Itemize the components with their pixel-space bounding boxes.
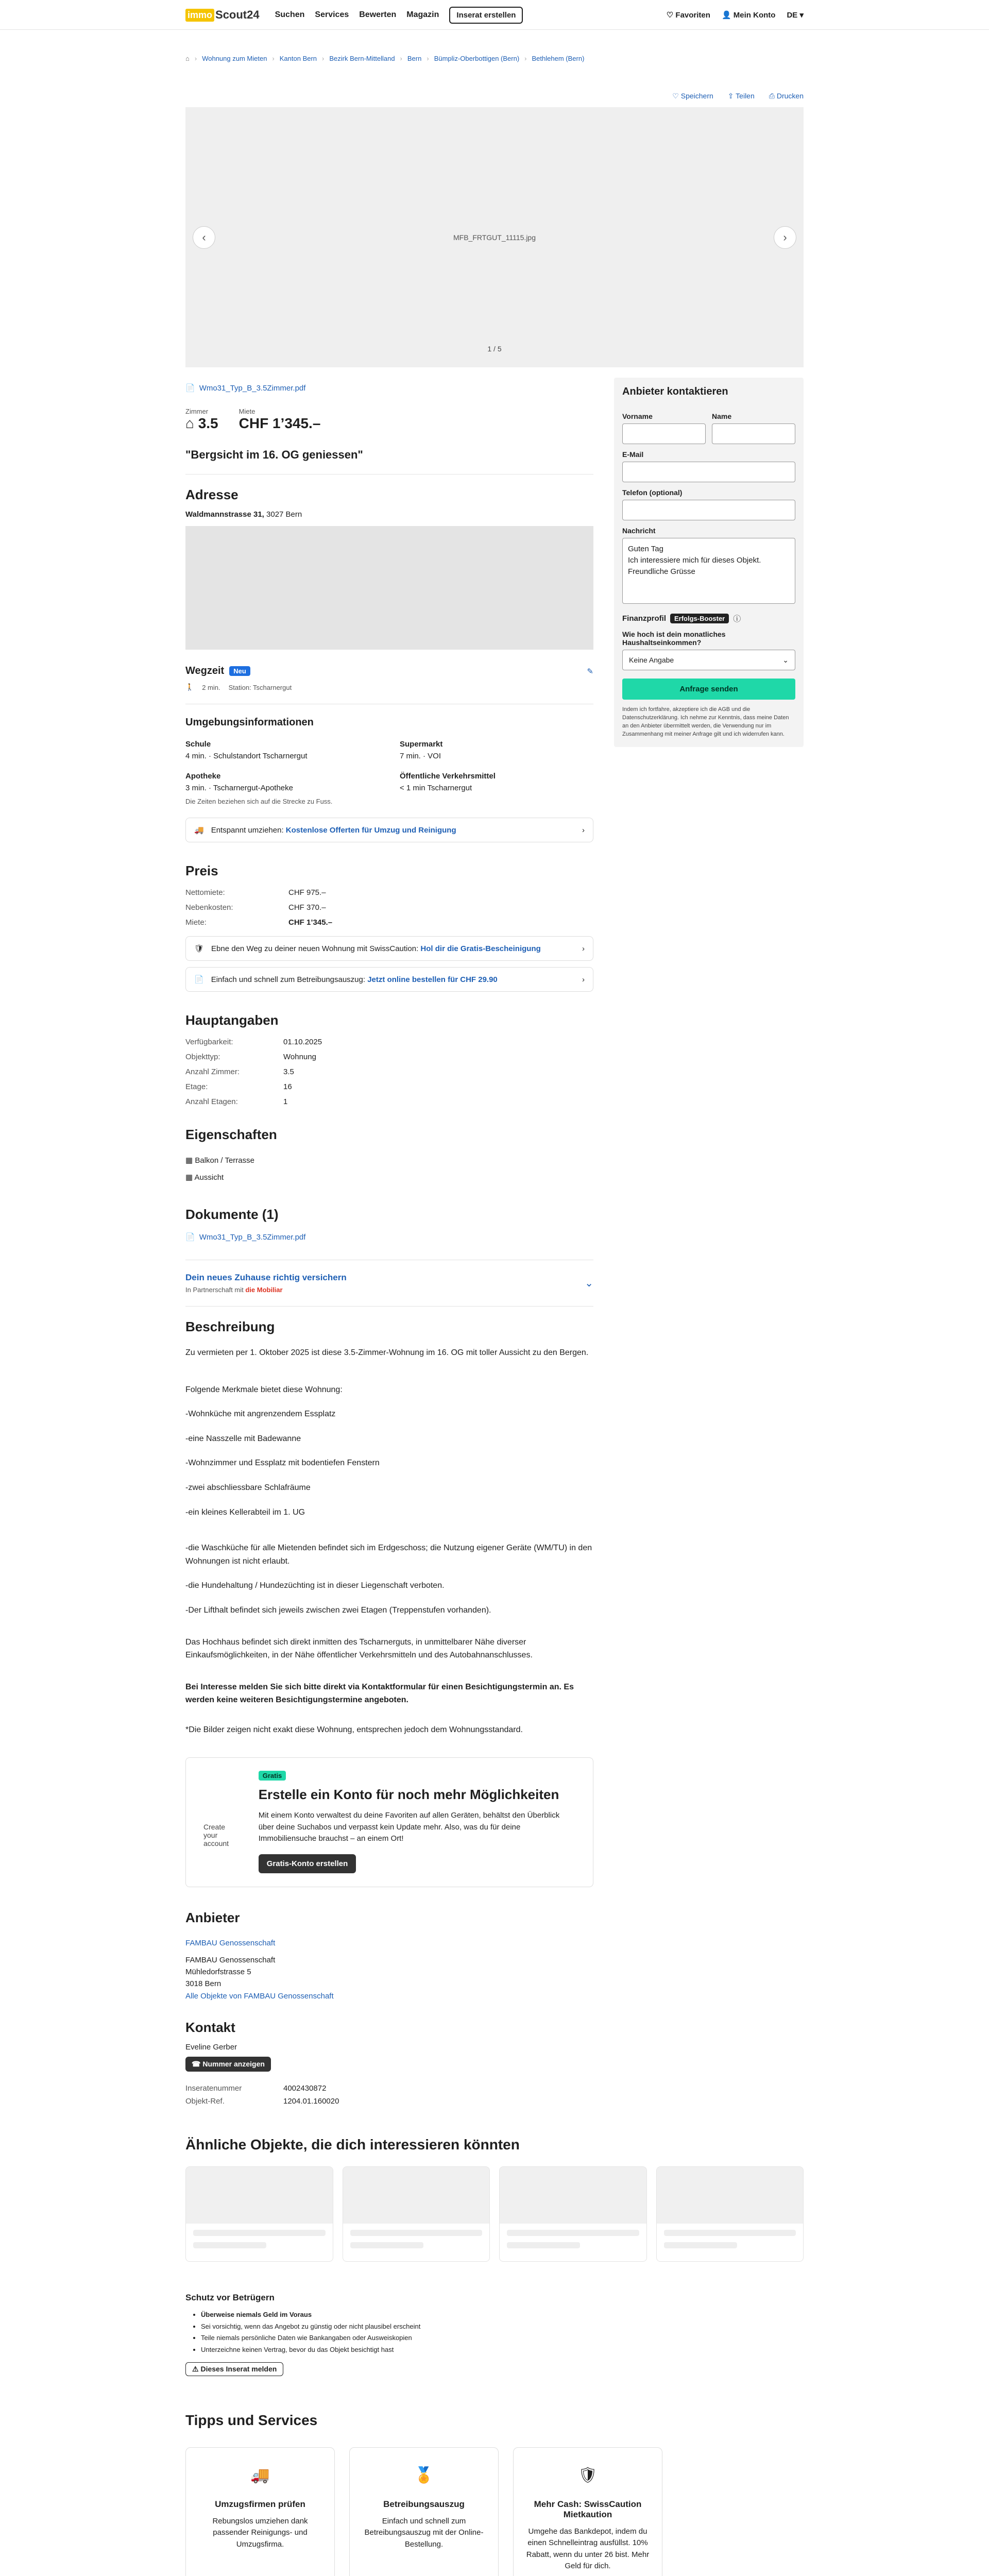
ref-value: 1204.01.160020: [283, 2096, 339, 2106]
description-text: -Der Lifthalt befindet sich jeweils zwischen zwei Etagen (Treppenstufen vorhanden).: [185, 1605, 491, 1615]
first-name-input[interactable]: [622, 423, 706, 444]
price-value: CHF 1’345.–: [288, 918, 333, 927]
chevron-right-icon: ›: [582, 944, 585, 953]
show-number-button[interactable]: [185, 2057, 271, 2072]
data-key: Anzahl Etagen:: [185, 1097, 238, 1106]
truck-icon: 🚚: [250, 2467, 270, 2484]
card1-link[interactable]: Hol dir die Gratis-Bescheinigung: [420, 944, 541, 953]
fraud-item: • Überweise niemals Geld im Voraus: [201, 2309, 804, 2321]
data-key: Verfügbarkeit:: [185, 1038, 233, 1046]
chevron-left-icon[interactable]: ‹: [193, 226, 215, 249]
card2-link[interactable]: Jetzt online bestellen für CHF 29.90: [367, 975, 498, 984]
nav-search[interactable]: Suchen: [275, 10, 305, 19]
heart-icon: ♡: [666, 11, 676, 20]
route-title: Wegzeit: [185, 665, 225, 676]
favorites-link[interactable]: [667, 10, 710, 20]
report-listing-label: Dieses Inserat melden: [200, 2364, 277, 2373]
message-label: Nachricht: [622, 527, 656, 535]
document-link[interactable]: Wmo31_Typ_B_3.5Zimmer.pdf: [199, 1232, 306, 1242]
surroundings-note: Die Zeiten beziehen sich auf die Strecke zu Fuss.: [185, 798, 333, 805]
description-text: -die Waschküche für alle Mietenden befindet sich im Erdgeschoss; die Nutzung eigener Geräte (WM/TU) in den Wohnungen ist nicht erlaubt.: [185, 1544, 592, 1566]
description-item: -zwei abschliessbare Schlafräume: [185, 1483, 311, 1492]
swisscaution-card[interactable]: [185, 936, 593, 961]
data-value: 3.5: [283, 1067, 294, 1076]
data-key: Objekttyp:: [185, 1053, 220, 1061]
ref-key: Objekt-Ref.: [185, 2096, 225, 2106]
tip-text: Umgehe das Bankdepot, indem du einen Schnelleintrag ausfüllst. 10% Rabatt, wenn du unter 26 bist. Mehr Geld für dich.: [526, 2527, 650, 2571]
pharmacy-value: 3 min. · Tscharnergut-Apotheke: [185, 784, 293, 792]
document-icon: 📄: [185, 384, 195, 393]
ref-value: 4002430872: [283, 2083, 327, 2093]
document-icon: 📄: [185, 1233, 195, 1242]
breadcrumb-item[interactable]: Kanton Bern: [279, 54, 317, 62]
walk-icon: 🚶: [185, 683, 194, 691]
rent-value: CHF 1’345.–: [238, 415, 321, 431]
moving-link[interactable]: Kostenlose Offerten für Umzug und Reinigung: [285, 825, 456, 835]
phone-label: Telefon (optional): [622, 488, 683, 497]
fraud-section: [185, 2293, 804, 2376]
tips-title: Tipps und Services: [185, 2412, 318, 2428]
route-time: 2 min.: [202, 683, 220, 691]
chevron-right-icon[interactable]: ›: [774, 226, 796, 249]
home-icon[interactable]: ⌂: [185, 54, 190, 62]
breadcrumb-item[interactable]: Bethlehem (Bern): [532, 54, 585, 62]
description-text: Das Hochhaus befindet sich direkt inmitten des Tscharnerguts, in unmittelbarer Nähe diverser Einkaufsmöglichkeiten, in der Nähe öffentlicher Verkehrsmitteln und des Autobahnanschlusses.: [185, 1637, 533, 1660]
school-label: Schule: [185, 740, 211, 749]
provider-street: Mühledorfstrasse 5: [185, 1968, 251, 1976]
report-listing-button[interactable]: [185, 2362, 283, 2376]
tip-title: Umzugsfirmen prüfen: [215, 2499, 305, 2509]
document-icon: 📄: [194, 975, 204, 984]
description-text: Zu vermieten per 1. Oktober 2025 ist diese 3.5-Zimmer-Wohnung im 16. OG mit toller Aussicht zu den Bergen.: [185, 1348, 589, 1357]
price-key: Nettomiete:: [185, 888, 225, 897]
price-key: Miete:: [185, 918, 207, 927]
insurance-accordion[interactable]: [185, 1273, 593, 1294]
address-street: Waldmannstrasse 31,: [185, 510, 264, 519]
shield-icon: 🛡: [577, 2467, 598, 2484]
print-button[interactable]: ⎙ Drucken: [769, 91, 804, 100]
description-text: Folgende Merkmale bietet diese Wohnung:: [185, 1385, 343, 1394]
info-icon[interactable]: ⓘ: [733, 615, 741, 623]
similar-card[interactable]: [185, 2166, 333, 2262]
debt-register-card[interactable]: [185, 967, 593, 992]
free-badge: Gratis: [259, 1771, 286, 1781]
email-label: E-Mail: [622, 450, 644, 459]
truck-icon: 🚚: [194, 826, 204, 835]
insurance-title[interactable]: Dein neues Zuhause richtig versichern: [185, 1273, 347, 1282]
share-label: Teilen: [736, 91, 755, 100]
chevron-right-icon: ›: [582, 975, 585, 984]
description-title: Beschreibung: [185, 1319, 275, 1334]
booster-badge: Erfolgs-Booster: [670, 614, 729, 623]
listing-toolbar: [185, 87, 804, 105]
show-number-label: Nummer anzeigen: [202, 2059, 265, 2068]
nav-evaluate[interactable]: Bewerten: [359, 10, 397, 19]
promo-text: Mit einem Konto verwaltest du deine Favoriten auf allen Geräten, behältst den Überblick über deine Suchabos und verpasst kein Update mehr. Also, was du für deine Immobiliensuche brauchst – an einem Ort!: [258, 1811, 560, 1843]
listing-headline: "Bergsicht im 16. OG geniessen": [185, 448, 363, 461]
chevron-right-icon: ›: [582, 825, 585, 835]
form-legal: Indem ich fortfahre, akzeptiere ich die AGB und die Datenschutzerklärung. Ich nehme zur Kenntnis, dass meine Daten an den Anbieter übermittelt werden, die Verwendung nur im Zusammenhang mit meiner Anfrage gilt und ich widerrufen kann.: [622, 706, 789, 737]
similar-card[interactable]: [656, 2166, 804, 2262]
nav-services[interactable]: Services: [315, 10, 349, 19]
description-item: -ein kleines Kellerabteil im 1. UG: [185, 1507, 305, 1517]
provider-title: Anbieter: [185, 1909, 240, 1925]
description-text: -die Hundehaltung / Hundezüchting ist in dieser Liegenschaft verboten.: [185, 1581, 445, 1590]
fraud-item: • Unterzeichne keinen Vertrag, bevor du das Objekt besichtigt hast: [201, 2344, 804, 2356]
message-textarea[interactable]: Guten Tag Ich interessiere mich für dieses Objekt. Freundliche Grüsse: [622, 538, 795, 604]
similar-card[interactable]: [343, 2166, 490, 2262]
breadcrumb: ⌂ › Wohnung zum Mieten › Kanton Bern › Bezirk Bern-Mittelland › Bern › Bümpliz-Oberbottigen (Bern) › Bethlehem (Bern): [185, 54, 585, 62]
fraud-item: • Sei vorsichtig, wenn das Angebot zu günstig oder nicht plausibel erscheint: [201, 2321, 804, 2333]
email-input[interactable]: [622, 462, 795, 482]
data-key: Anzahl Zimmer:: [185, 1067, 240, 1076]
features-title: Eigenschaften: [185, 1127, 277, 1142]
documents-title: Dokumente (1): [185, 1207, 279, 1222]
address-city: 3027 Bern: [266, 510, 302, 519]
data-value: 01.10.2025: [283, 1038, 322, 1046]
gallery-image: MFB_FRTGUT_11115.jpg: [453, 233, 536, 242]
breadcrumb-item[interactable]: Bezirk Bern-Mittelland: [329, 54, 395, 62]
badge-icon: 🏅: [414, 2467, 434, 2484]
nav-magazine[interactable]: Magazin: [406, 10, 439, 19]
new-badge: Neu: [229, 666, 250, 676]
price-value: CHF 975.–: [288, 888, 326, 897]
provider-all-listings[interactable]: Alle Objekte von FAMBAU Genossenschaft: [185, 1991, 334, 2001]
language-select[interactable]: DE ▾: [787, 11, 804, 20]
phone-input[interactable]: [622, 500, 795, 520]
fraud-title: Schutz vor Betrügern: [185, 2292, 275, 2302]
account-label: Mein Konto: [733, 11, 776, 20]
tip-card: [513, 2447, 662, 2576]
contact-title: Kontakt: [185, 2019, 235, 2035]
edit-icon[interactable]: ✎: [587, 667, 593, 676]
map[interactable]: [185, 526, 593, 650]
surroundings-title: Umgebungsinformationen: [185, 717, 314, 728]
card1-text: Ebne den Weg zu deiner neuen Wohnung mit SwissCaution:: [211, 944, 421, 953]
tip-card: [349, 2447, 499, 2576]
promo-image: Create your account: [203, 1822, 229, 1848]
address-title: Adresse: [185, 487, 238, 502]
income-label: Wie hoch ist dein monatliches Haushaltseinkommen?: [622, 630, 726, 647]
data-value: 16: [283, 1082, 292, 1091]
chevron-down-icon: ⌄: [782, 655, 789, 664]
breadcrumb-item[interactable]: Bern: [407, 54, 422, 62]
school-value: 4 min. · Schulstandort Tscharnergut: [185, 752, 308, 760]
door-icon: ⌂: [185, 415, 198, 431]
contact-form: [614, 378, 804, 747]
provider-city: 3018 Bern: [185, 1979, 221, 1989]
income-select[interactable]: [622, 650, 795, 670]
ref-key: Inseratenummer: [185, 2083, 242, 2093]
price-title: Preis: [185, 863, 218, 878]
transport-label: Öffentliche Verkehrsmittel: [400, 772, 496, 781]
image-gallery[interactable]: [185, 107, 804, 367]
main-data-title: Hauptangaben: [185, 1012, 279, 1028]
logo[interactable]: [185, 8, 260, 22]
data-key: Etage:: [185, 1082, 208, 1091]
income-selected: Keine Angabe: [629, 656, 674, 664]
pdf-link[interactable]: Wmo31_Typ_B_3.5Zimmer.pdf: [199, 383, 306, 393]
data-value: 1: [283, 1097, 288, 1106]
moving-text: Entspannt umziehen:: [211, 825, 286, 835]
route-station: Station: Tscharnergut: [228, 683, 292, 691]
insert-ad-button[interactable]: Inserat erstellen: [449, 7, 523, 24]
feature-item: Aussicht: [194, 1173, 224, 1182]
similar-card[interactable]: [499, 2166, 647, 2262]
language-label: DE: [787, 11, 798, 20]
last-name-label: Name: [712, 412, 732, 420]
shield-icon: 🛡: [194, 944, 204, 953]
first-name-label: Vorname: [622, 412, 653, 420]
account-link[interactable]: [722, 10, 776, 20]
data-value: Wohnung: [283, 1053, 316, 1061]
description-item: -eine Nasszelle mit Badewanne: [185, 1434, 301, 1443]
market-label: Supermarkt: [400, 740, 443, 749]
provider-logo[interactable]: FAMBAU Genossenschaft: [185, 1938, 276, 1947]
account-promo: [185, 1757, 593, 1887]
transport-value: < 1 min Tscharnergut: [400, 784, 472, 792]
tip-text: Rebungslos umziehen dank passender Reinigungs- und Umzugsfirma.: [212, 2516, 308, 2549]
rooms-label: Zimmer: [185, 408, 209, 415]
card2-text: Einfach und schnell zum Betreibungsauszug:: [211, 975, 368, 984]
user-icon: 👤: [721, 11, 734, 20]
save-label: Speichern: [680, 91, 713, 100]
mobiliar-logo: die Mobiliar: [245, 1286, 283, 1294]
phone-icon: ☎: [192, 2059, 203, 2068]
similar-title: Ähnliche Objekte, die dich interessieren könnten: [185, 2136, 520, 2153]
save-button[interactable]: ♡ Speichern: [672, 91, 713, 100]
rent-label: Miete: [238, 408, 255, 415]
provider-name: FAMBAU Genossenschaft: [185, 1955, 276, 1964]
fraud-item: • Teile niemals persönliche Daten wie Bankangaben oder Ausweiskopien: [201, 2332, 804, 2344]
description-text: *Die Bilder zeigen nicht exakt diese Wohnung, entsprechen jedoch dem Wohnungsstandard.: [185, 1725, 523, 1734]
price-key: Nebenkosten:: [185, 903, 233, 912]
last-name-input[interactable]: [712, 423, 795, 444]
view-icon: ▦: [185, 1173, 195, 1182]
site-header: [0, 0, 989, 30]
tip-title: Mehr Cash: SwissCaution Mietkaution: [534, 2499, 642, 2519]
finance-label: Finanzprofil: [622, 614, 666, 623]
chevron-down-icon: ⌄: [585, 1278, 593, 1289]
print-label: Drucken: [776, 91, 804, 100]
share-button[interactable]: ⇪ Teilen: [727, 91, 755, 100]
create-account-button[interactable]: Gratis-Konto erstellen: [259, 1854, 356, 1873]
warning-icon: ⚠: [192, 2364, 201, 2373]
description-item: -Wohnküche mit angrenzendem Essplatz: [185, 1410, 336, 1419]
description-text: Bei Interesse melden Sie sich bitte direkt via Kontaktformular für einen Besichtigungstermin an. Es werden keine weiteren Besichtigungstermine angeboten.: [185, 1682, 574, 1705]
breadcrumb-item[interactable]: Wohnung zum Mieten: [202, 54, 267, 62]
moving-card[interactable]: [185, 818, 593, 842]
promo-title: Erstelle ein Konto für noch mehr Möglichkeiten: [258, 1786, 559, 1802]
breadcrumb-item[interactable]: Bümpliz-Oberbottigen (Bern): [434, 54, 520, 62]
balcony-icon: ▦: [185, 1156, 195, 1165]
tip-card: [185, 2447, 335, 2576]
tip-title: Betreibungsauszug: [383, 2499, 465, 2509]
description-item: -Wohnzimmer und Essplatz mit bodentiefen Fenstern: [185, 1459, 380, 1468]
insurance-sub: In Partnerschaft mit: [185, 1286, 244, 1294]
favorites-label: Favoriten: [675, 11, 710, 20]
contact-person: Eveline Gerber: [185, 2042, 237, 2052]
rooms-value: 3.5: [198, 415, 218, 431]
tip-text: Einfach und schnell zum Betreibungsauszug mit der Online-Bestellung.: [364, 2516, 484, 2549]
gallery-counter: 1 / 5: [487, 345, 502, 353]
price-value: CHF 370.–: [288, 903, 326, 912]
logo-immo: immo: [185, 9, 214, 22]
feature-item: Balkon / Terrasse: [195, 1156, 254, 1165]
logo-scout: Scout24: [215, 8, 260, 21]
market-value: 7 min. · VOI: [400, 752, 441, 760]
pharmacy-label: Apotheke: [185, 772, 221, 781]
form-title: Anbieter kontaktieren: [622, 386, 728, 397]
submit-button[interactable]: Anfrage senden: [622, 679, 795, 700]
